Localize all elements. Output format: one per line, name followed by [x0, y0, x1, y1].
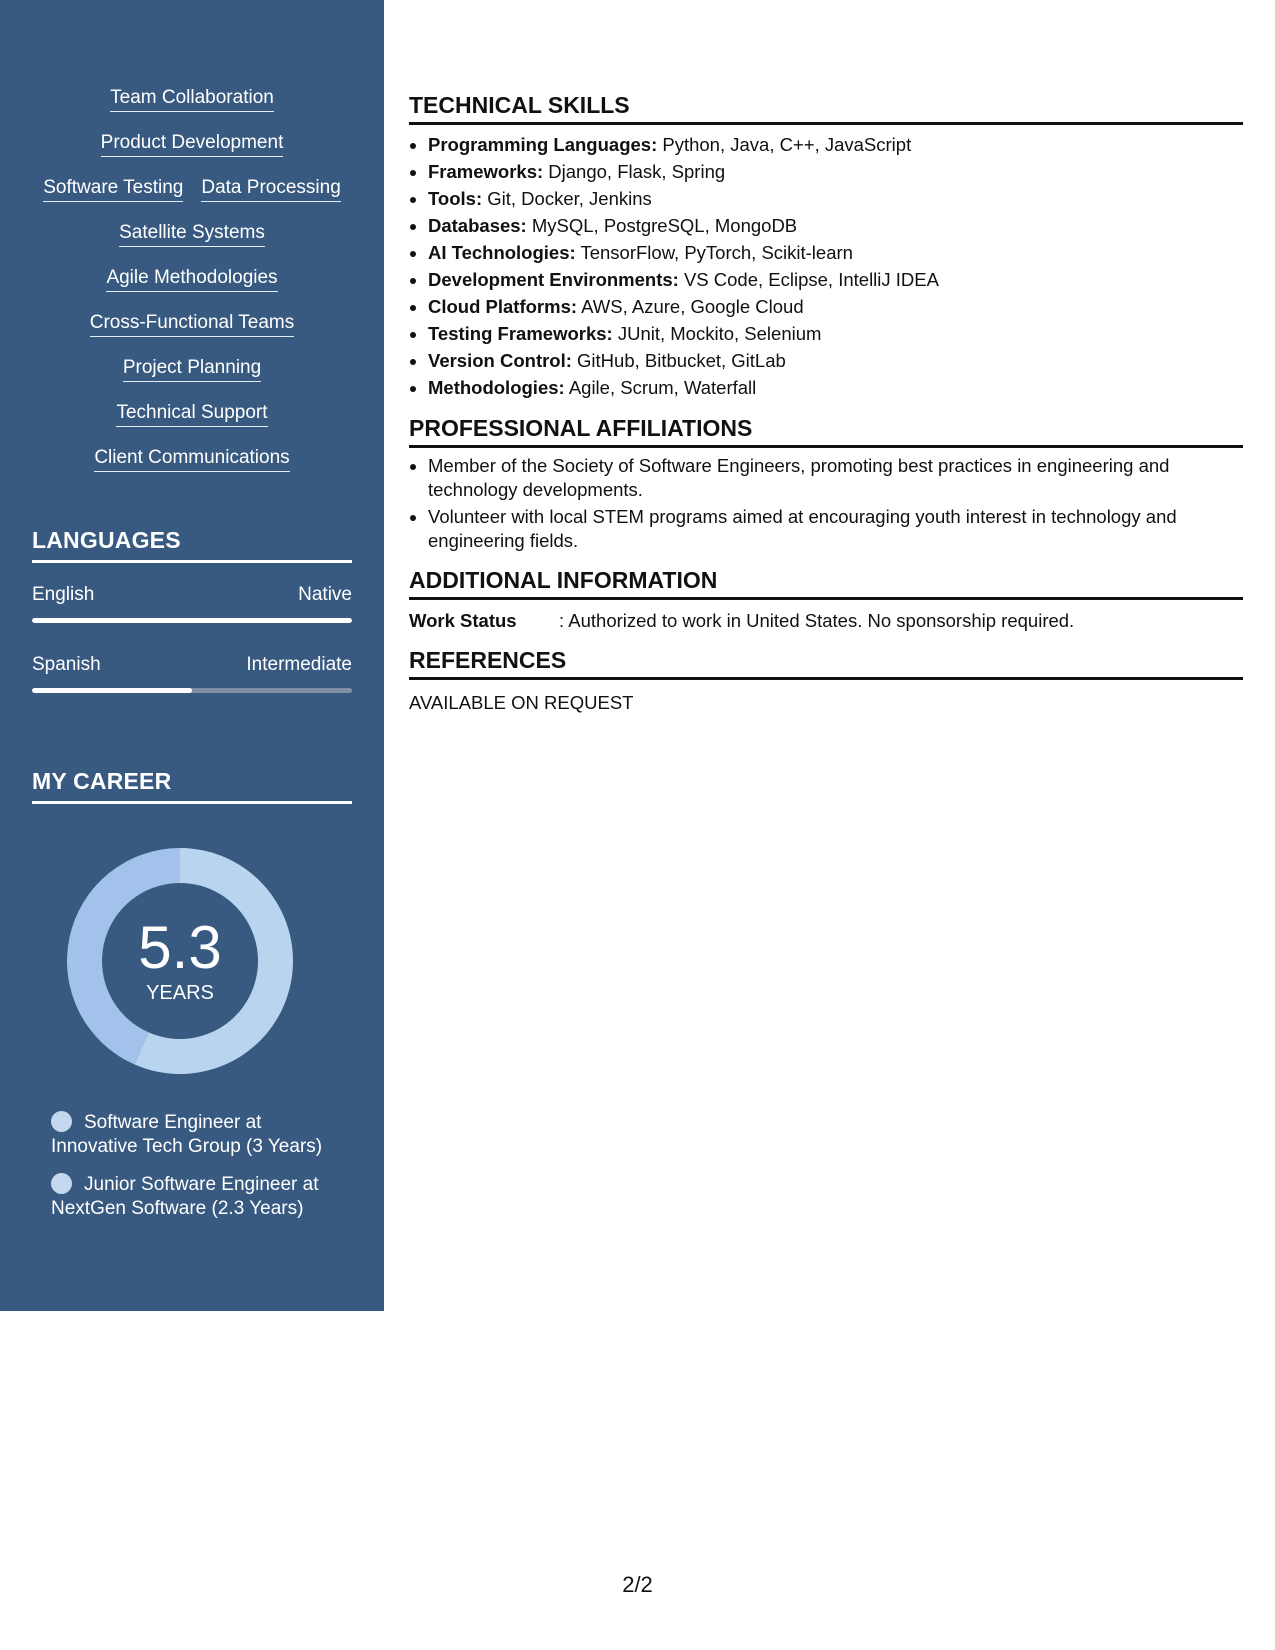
- skill-value: VS Code, Eclipse, IntelliJ IDEA: [683, 269, 939, 290]
- skill-label: Methodologies:: [428, 377, 565, 398]
- skill-item: [428, 293, 1243, 320]
- skill-tag[interactable]: Product Development: [101, 131, 284, 157]
- skill-value: Python, Java, C++, JavaScript: [662, 134, 912, 155]
- skill-item: [428, 158, 1243, 185]
- skill-value: Django, Flask, Spring: [548, 161, 726, 182]
- language-spanish: [32, 653, 352, 693]
- legend-dot-icon: [51, 1173, 72, 1194]
- legend-dot-icon: [51, 1111, 72, 1132]
- language-level: Intermediate: [246, 654, 352, 675]
- proficiency-fill: [32, 618, 352, 623]
- skill-item: [428, 320, 1243, 347]
- affiliations-heading: PROFESSIONAL AFFILIATIONS: [409, 415, 1243, 448]
- career-item-text: Software Engineer at Innovative Tech Group (3 Years): [51, 1112, 323, 1157]
- skill-value: JUnit, Mockito, Selenium: [617, 323, 822, 344]
- proficiency-fill: [32, 688, 192, 693]
- skill-row: [0, 401, 384, 446]
- skill-row: [0, 311, 384, 356]
- page-number: 2/2: [622, 1572, 653, 1597]
- skill-value: Git, Docker, Jenkins: [487, 188, 652, 209]
- skill-label: Testing Frameworks:: [428, 323, 613, 344]
- skill-label: Tools:: [428, 188, 483, 209]
- skill-tag[interactable]: Project Planning: [123, 356, 261, 382]
- skill-tag[interactable]: Data Processing: [201, 176, 340, 202]
- skill-label: Version Control:: [428, 350, 572, 371]
- career-donut-chart: [67, 848, 293, 1074]
- skill-item: [428, 266, 1243, 293]
- language-proficiency-bar: [32, 618, 352, 623]
- language-proficiency-bar: [32, 688, 352, 693]
- skill-row: [0, 356, 384, 401]
- additional-info-heading: ADDITIONAL INFORMATION: [409, 567, 1243, 600]
- skill-row: [0, 131, 384, 176]
- language-level: Native: [298, 584, 352, 605]
- skill-label: Programming Languages:: [428, 134, 658, 155]
- skill-tag[interactable]: Technical Support: [116, 401, 267, 427]
- skills-list: [0, 0, 384, 491]
- skill-label: Development Environments:: [428, 269, 679, 290]
- skill-row: [0, 86, 384, 131]
- skill-tag[interactable]: Cross-Functional Teams: [90, 311, 295, 337]
- work-status-value: : Authorized to work in United States. No sponsorship required.: [559, 610, 1075, 631]
- career-item-text: Junior Software Engineer at NextGen Software (2.3 Years): [51, 1174, 319, 1219]
- language-name: English: [32, 584, 95, 605]
- career-heading: MY CAREER: [32, 768, 352, 804]
- skill-item: [428, 347, 1243, 374]
- affiliation-item: • Member of the Society of Software Engineers, promoting best practices in engineering and technology developments.: [428, 454, 1243, 502]
- main-content: [409, 92, 1243, 714]
- skill-tag[interactable]: Satellite Systems: [119, 221, 265, 247]
- languages-heading: LANGUAGES: [32, 527, 352, 563]
- work-status-row: [409, 609, 1243, 633]
- references-heading: REFERENCES: [409, 647, 1243, 680]
- skill-row: [0, 446, 384, 491]
- skill-value: AWS, Azure, Google Cloud: [581, 296, 804, 317]
- sidebar: [0, 0, 384, 1311]
- skill-label: Cloud Platforms:: [428, 296, 578, 317]
- skill-row: [0, 221, 384, 266]
- skill-value: TensorFlow, PyTorch, Scikit-learn: [580, 242, 853, 263]
- skill-label: Databases:: [428, 215, 527, 236]
- skill-item: [428, 185, 1243, 212]
- career-years-unit: YEARS: [146, 982, 214, 1004]
- language-name: Spanish: [32, 654, 101, 675]
- skill-item: [428, 131, 1243, 158]
- career-item: [51, 1173, 341, 1221]
- skill-row: [0, 176, 384, 221]
- skill-tag[interactable]: Software Testing: [43, 176, 183, 202]
- skill-value: MySQL, PostgreSQL, MongoDB: [531, 215, 798, 236]
- skill-tag[interactable]: Client Communications: [94, 446, 289, 472]
- skill-item: [428, 212, 1243, 239]
- affiliation-item: • Volunteer with local STEM programs aimed at encouraging youth interest in technology and engineering fields.: [428, 505, 1243, 553]
- affiliations-list: [409, 454, 1243, 553]
- work-status-label: Work Status: [409, 610, 517, 631]
- skill-tag[interactable]: Agile Methodologies: [106, 266, 277, 292]
- skill-label: AI Technologies:: [428, 242, 576, 263]
- career-total-years: 5.3: [138, 914, 222, 981]
- skill-item: [428, 374, 1243, 401]
- career-item: [51, 1111, 341, 1159]
- skill-row: [0, 266, 384, 311]
- skill-label: Frameworks:: [428, 161, 544, 182]
- language-english: [32, 583, 352, 623]
- technical-skills-list: [409, 131, 1243, 401]
- skill-tag[interactable]: Team Collaboration: [110, 86, 274, 112]
- references-text: AVAILABLE ON REQUEST: [409, 692, 634, 713]
- technical-skills-heading: TECHNICAL SKILLS: [409, 92, 1243, 125]
- skill-value: Agile, Scrum, Waterfall: [568, 377, 757, 398]
- skill-value: GitHub, Bitbucket, GitLab: [577, 350, 786, 371]
- skill-item: [428, 239, 1243, 266]
